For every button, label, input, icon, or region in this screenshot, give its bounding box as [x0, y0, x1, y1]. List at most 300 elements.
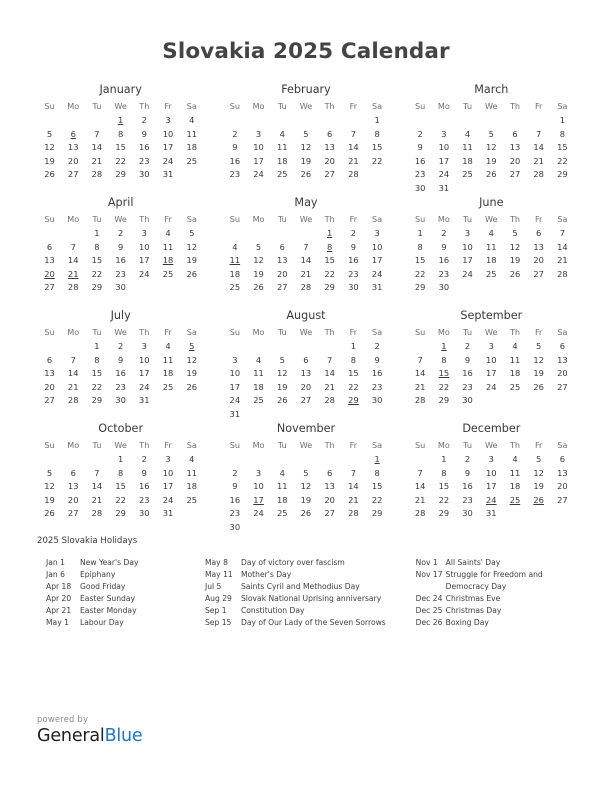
day-cell[interactable]: 29 — [115, 508, 126, 519]
day-cell[interactable]: 4 — [488, 228, 494, 239]
day-cell[interactable]: 16 — [462, 368, 473, 379]
day-cell[interactable]: 16 — [115, 368, 126, 379]
day-cell[interactable]: 13 — [67, 142, 79, 153]
day-cell[interactable]: 20 — [44, 381, 55, 392]
day-cell[interactable]: 30 — [462, 508, 473, 519]
day-cell[interactable]: 11 — [509, 354, 521, 365]
day-cell[interactable]: 16 — [115, 255, 126, 266]
day-cell[interactable]: 3 — [232, 354, 238, 365]
day-cell[interactable]: 28 — [324, 395, 335, 406]
day-cell[interactable]: 20 — [67, 494, 79, 505]
day-cell[interactable]: 28 — [67, 282, 79, 293]
day-cell[interactable]: 24 — [371, 268, 383, 279]
day-cell-holiday[interactable]: 6 — [70, 128, 76, 139]
day-cell[interactable]: 5 — [536, 341, 542, 352]
day-cell[interactable]: 18 — [462, 155, 473, 166]
day-cell[interactable]: 22 — [438, 381, 450, 392]
day-cell[interactable]: 5 — [279, 354, 285, 365]
day-cell[interactable]: 19 — [300, 155, 312, 166]
day-cell[interactable]: 4 — [279, 467, 285, 478]
day-cell[interactable]: 15 — [324, 255, 335, 266]
day-cell[interactable]: 31 — [371, 282, 383, 293]
day-cell[interactable]: 2 — [232, 128, 238, 139]
day-cell[interactable]: 7 — [327, 354, 333, 365]
day-cell[interactable]: 22 — [371, 494, 383, 505]
day-cell[interactable]: 13 — [509, 142, 521, 153]
day-cell[interactable]: 7 — [94, 467, 100, 478]
day-cell[interactable]: 7 — [70, 354, 76, 365]
day-cell[interactable]: 8 — [417, 241, 423, 252]
day-cell[interactable]: 7 — [303, 241, 309, 252]
day-cell[interactable]: 8 — [117, 128, 124, 139]
day-cell[interactable]: 25 — [229, 282, 241, 293]
day-cell[interactable]: 5 — [488, 128, 494, 139]
day-cell[interactable]: 2 — [117, 341, 124, 352]
day-cell[interactable]: 28 — [557, 268, 568, 279]
day-cell[interactable]: 18 — [509, 481, 521, 492]
day-cell[interactable]: 7 — [350, 467, 356, 478]
day-cell[interactable]: 7 — [70, 241, 76, 252]
day-cell[interactable]: 16 — [371, 368, 383, 379]
day-cell[interactable]: 25 — [253, 395, 264, 406]
day-cell[interactable]: 29 — [438, 395, 450, 406]
day-cell[interactable]: 12 — [253, 255, 264, 266]
day-cell[interactable]: 21 — [300, 268, 312, 279]
day-cell[interactable]: 17 — [139, 255, 150, 266]
day-cell[interactable]: 13 — [300, 368, 312, 379]
day-cell[interactable]: 30 — [115, 395, 126, 406]
day-cell[interactable]: 7 — [94, 128, 100, 139]
day-cell[interactable]: 17 — [253, 155, 264, 166]
day-cell[interactable]: 23 — [115, 268, 126, 279]
day-cell[interactable]: 16 — [438, 255, 450, 266]
day-cell[interactable]: 12 — [509, 241, 521, 252]
day-cell[interactable]: 9 — [374, 354, 380, 365]
day-cell[interactable]: 10 — [462, 241, 473, 252]
day-cell-holiday[interactable]: 17 — [253, 494, 264, 505]
day-cell[interactable]: 12 — [533, 467, 544, 478]
day-cell[interactable]: 3 — [488, 341, 494, 352]
day-cell[interactable]: 6 — [512, 128, 518, 139]
day-cell[interactable]: 3 — [374, 228, 380, 239]
day-cell[interactable]: 29 — [324, 282, 335, 293]
day-cell[interactable]: 8 — [94, 241, 100, 252]
day-cell[interactable]: 12 — [300, 142, 312, 153]
day-cell[interactable]: 13 — [276, 255, 288, 266]
day-cell-holiday[interactable]: 1 — [327, 228, 333, 239]
day-cell[interactable]: 28 — [300, 282, 312, 293]
day-cell[interactable]: 24 — [438, 169, 450, 180]
day-cell[interactable]: 23 — [229, 508, 241, 519]
day-cell[interactable]: 13 — [557, 354, 568, 365]
day-cell[interactable]: 21 — [348, 155, 359, 166]
day-cell[interactable]: 12 — [300, 481, 312, 492]
day-cell[interactable]: 22 — [557, 155, 568, 166]
day-cell[interactable]: 29 — [557, 169, 568, 180]
day-cell[interactable]: 21 — [324, 381, 335, 392]
day-cell-holiday[interactable]: 1 — [441, 341, 447, 352]
day-cell[interactable]: 14 — [91, 142, 103, 153]
day-cell[interactable]: 16 — [229, 494, 241, 505]
day-cell[interactable]: 1 — [117, 454, 124, 465]
day-cell[interactable]: 19 — [253, 268, 264, 279]
day-cell[interactable]: 14 — [348, 142, 359, 153]
day-cell[interactable]: 15 — [557, 142, 568, 153]
day-cell[interactable]: 12 — [44, 142, 55, 153]
day-cell[interactable]: 27 — [67, 169, 79, 180]
day-cell[interactable]: 6 — [536, 228, 542, 239]
day-cell[interactable]: 8 — [374, 467, 380, 478]
day-cell[interactable]: 18 — [276, 494, 288, 505]
day-cell[interactable]: 19 — [533, 481, 544, 492]
day-cell[interactable]: 26 — [186, 268, 198, 279]
day-cell[interactable]: 10 — [162, 467, 174, 478]
day-cell[interactable]: 21 — [67, 381, 79, 392]
day-cell[interactable]: 27 — [324, 508, 335, 519]
day-cell[interactable]: 28 — [67, 395, 79, 406]
day-cell[interactable]: 31 — [162, 169, 174, 180]
day-cell[interactable]: 12 — [533, 354, 544, 365]
day-cell[interactable]: 1 — [559, 115, 566, 126]
day-cell[interactable]: 23 — [462, 381, 473, 392]
day-cell[interactable]: 17 — [485, 481, 497, 492]
day-cell[interactable]: 18 — [276, 155, 288, 166]
day-cell[interactable]: 6 — [70, 467, 76, 478]
day-cell[interactable]: 19 — [186, 368, 198, 379]
day-cell[interactable]: 15 — [91, 255, 103, 266]
day-cell[interactable]: 29 — [91, 282, 103, 293]
day-cell[interactable]: 10 — [485, 354, 497, 365]
day-cell[interactable]: 9 — [117, 354, 124, 365]
day-cell[interactable]: 27 — [67, 508, 79, 519]
day-cell-holiday[interactable]: 26 — [533, 494, 544, 505]
day-cell[interactable]: 9 — [232, 481, 238, 492]
day-cell[interactable]: 31 — [438, 182, 450, 193]
day-cell[interactable]: 10 — [438, 142, 450, 153]
day-cell[interactable]: 3 — [141, 228, 147, 239]
day-cell[interactable]: 27 — [509, 169, 521, 180]
day-cell[interactable]: 18 — [229, 268, 241, 279]
day-cell[interactable]: 8 — [350, 354, 356, 365]
day-cell[interactable]: 2 — [464, 341, 471, 352]
day-cell[interactable]: 8 — [94, 354, 100, 365]
day-cell[interactable]: 11 — [485, 241, 497, 252]
day-cell[interactable]: 5 — [303, 467, 309, 478]
day-cell[interactable]: 21 — [91, 155, 103, 166]
day-cell[interactable]: 16 — [229, 155, 241, 166]
day-cell[interactable]: 4 — [232, 241, 238, 252]
day-cell[interactable]: 1 — [94, 341, 100, 352]
day-cell[interactable]: 3 — [488, 454, 494, 465]
day-cell[interactable]: 16 — [139, 481, 150, 492]
day-cell[interactable]: 10 — [162, 128, 174, 139]
day-cell[interactable]: 9 — [417, 142, 423, 153]
day-cell[interactable]: 23 — [462, 494, 473, 505]
day-cell[interactable]: 6 — [279, 241, 285, 252]
day-cell[interactable]: 2 — [441, 228, 447, 239]
day-cell[interactable]: 18 — [186, 142, 198, 153]
day-cell[interactable]: 30 — [438, 282, 450, 293]
day-cell-holiday[interactable]: 5 — [189, 341, 195, 352]
day-cell[interactable]: 22 — [115, 494, 126, 505]
day-cell[interactable]: 31 — [229, 408, 241, 419]
day-cell[interactable]: 6 — [303, 354, 309, 365]
day-cell[interactable]: 25 — [276, 508, 288, 519]
day-cell[interactable]: 23 — [139, 155, 150, 166]
day-cell[interactable]: 26 — [300, 169, 312, 180]
day-cell[interactable]: 14 — [414, 481, 426, 492]
day-cell-holiday[interactable]: 1 — [374, 454, 380, 465]
day-cell[interactable]: 22 — [115, 155, 126, 166]
day-cell[interactable]: 7 — [417, 354, 423, 365]
day-cell[interactable]: 29 — [371, 508, 383, 519]
day-cell[interactable]: 2 — [117, 228, 124, 239]
day-cell[interactable]: 22 — [91, 268, 103, 279]
day-cell[interactable]: 24 — [162, 494, 174, 505]
day-cell[interactable]: 9 — [350, 241, 356, 252]
day-cell[interactable]: 6 — [559, 454, 566, 465]
day-cell[interactable]: 28 — [414, 508, 426, 519]
day-cell[interactable]: 9 — [141, 128, 147, 139]
day-cell[interactable]: 7 — [417, 467, 423, 478]
day-cell[interactable]: 29 — [414, 282, 426, 293]
day-cell[interactable]: 2 — [374, 341, 380, 352]
day-cell[interactable]: 2 — [350, 228, 356, 239]
day-cell[interactable]: 19 — [485, 155, 497, 166]
day-cell-holiday[interactable]: 11 — [229, 255, 241, 266]
day-cell[interactable]: 14 — [533, 142, 544, 153]
day-cell[interactable]: 16 — [414, 155, 426, 166]
day-cell[interactable]: 10 — [253, 142, 264, 153]
day-cell[interactable]: 25 — [485, 268, 497, 279]
day-cell[interactable]: 20 — [324, 155, 335, 166]
day-cell[interactable]: 27 — [557, 494, 568, 505]
day-cell[interactable]: 17 — [229, 381, 241, 392]
day-cell[interactable]: 11 — [276, 142, 288, 153]
day-cell[interactable]: 7 — [350, 128, 356, 139]
day-cell[interactable]: 17 — [485, 368, 497, 379]
day-cell[interactable]: 21 — [414, 494, 426, 505]
day-cell[interactable]: 20 — [300, 381, 312, 392]
day-cell-holiday[interactable]: 24 — [485, 494, 497, 505]
day-cell-holiday[interactable]: 1 — [117, 115, 124, 126]
day-cell[interactable]: 15 — [115, 481, 126, 492]
day-cell-holiday[interactable]: 8 — [327, 241, 333, 252]
day-cell[interactable]: 19 — [509, 255, 521, 266]
day-cell[interactable]: 11 — [186, 128, 198, 139]
day-cell[interactable]: 18 — [509, 368, 521, 379]
day-cell[interactable]: 5 — [255, 241, 262, 252]
day-cell[interactable]: 2 — [417, 128, 423, 139]
day-cell[interactable]: 22 — [371, 155, 383, 166]
day-cell[interactable]: 24 — [139, 381, 150, 392]
day-cell[interactable]: 18 — [162, 368, 174, 379]
day-cell-holiday[interactable]: 15 — [438, 368, 450, 379]
day-cell[interactable]: 10 — [229, 368, 241, 379]
day-cell[interactable]: 15 — [438, 481, 450, 492]
day-cell[interactable]: 9 — [141, 467, 147, 478]
day-cell[interactable]: 7 — [559, 228, 566, 239]
day-cell[interactable]: 6 — [46, 241, 53, 252]
day-cell[interactable]: 1 — [350, 341, 356, 352]
day-cell[interactable]: 8 — [559, 128, 566, 139]
day-cell[interactable]: 2 — [141, 454, 147, 465]
day-cell[interactable]: 30 — [371, 395, 383, 406]
day-cell[interactable]: 17 — [438, 155, 450, 166]
day-cell[interactable]: 28 — [91, 169, 103, 180]
day-cell[interactable]: 14 — [91, 481, 103, 492]
day-cell[interactable]: 13 — [533, 241, 544, 252]
day-cell[interactable]: 18 — [186, 481, 198, 492]
day-cell[interactable]: 24 — [253, 169, 264, 180]
day-cell[interactable]: 3 — [165, 454, 171, 465]
day-cell[interactable]: 5 — [512, 228, 518, 239]
day-cell[interactable]: 27 — [44, 395, 55, 406]
day-cell[interactable]: 21 — [414, 381, 426, 392]
day-cell[interactable]: 26 — [533, 381, 544, 392]
day-cell[interactable]: 11 — [509, 467, 521, 478]
day-cell[interactable]: 17 — [462, 255, 473, 266]
day-cell[interactable]: 30 — [139, 508, 150, 519]
day-cell[interactable]: 12 — [186, 354, 198, 365]
day-cell[interactable]: 12 — [44, 481, 55, 492]
day-cell[interactable]: 3 — [165, 115, 171, 126]
day-cell[interactable]: 15 — [414, 255, 426, 266]
day-cell[interactable]: 25 — [162, 381, 174, 392]
day-cell[interactable]: 25 — [162, 268, 174, 279]
day-cell[interactable]: 26 — [253, 282, 264, 293]
day-cell[interactable]: 1 — [374, 115, 380, 126]
day-cell[interactable]: 24 — [162, 155, 174, 166]
day-cell[interactable]: 6 — [327, 467, 333, 478]
day-cell[interactable]: 27 — [324, 169, 335, 180]
day-cell[interactable]: 13 — [557, 467, 568, 478]
day-cell[interactable]: 6 — [559, 341, 566, 352]
day-cell[interactable]: 19 — [276, 381, 288, 392]
day-cell[interactable]: 29 — [91, 395, 103, 406]
day-cell-holiday[interactable]: 20 — [44, 268, 55, 279]
day-cell[interactable]: 23 — [371, 381, 383, 392]
day-cell[interactable]: 3 — [255, 128, 262, 139]
day-cell[interactable]: 8 — [441, 467, 447, 478]
day-cell[interactable]: 17 — [371, 255, 383, 266]
day-cell[interactable]: 4 — [279, 128, 285, 139]
day-cell[interactable]: 26 — [186, 381, 198, 392]
day-cell[interactable]: 24 — [485, 381, 497, 392]
day-cell[interactable]: 10 — [139, 241, 150, 252]
day-cell[interactable]: 26 — [509, 268, 521, 279]
day-cell[interactable]: 29 — [438, 508, 450, 519]
day-cell[interactable]: 4 — [512, 454, 518, 465]
day-cell[interactable]: 1 — [417, 228, 423, 239]
day-cell[interactable]: 23 — [139, 494, 150, 505]
day-cell[interactable]: 30 — [229, 521, 241, 532]
day-cell[interactable]: 13 — [324, 142, 335, 153]
day-cell[interactable]: 19 — [44, 155, 55, 166]
day-cell[interactable]: 19 — [533, 368, 544, 379]
day-cell[interactable]: 6 — [46, 354, 53, 365]
day-cell[interactable]: 26 — [485, 169, 497, 180]
day-cell[interactable]: 30 — [348, 282, 359, 293]
day-cell[interactable]: 28 — [414, 395, 426, 406]
day-cell[interactable]: 22 — [324, 268, 335, 279]
day-cell[interactable]: 20 — [557, 368, 568, 379]
day-cell[interactable]: 14 — [557, 241, 568, 252]
day-cell[interactable]: 20 — [509, 155, 521, 166]
day-cell[interactable]: 13 — [44, 255, 55, 266]
day-cell[interactable]: 26 — [44, 169, 55, 180]
day-cell-holiday[interactable]: 18 — [162, 255, 174, 266]
day-cell[interactable]: 11 — [162, 241, 174, 252]
day-cell[interactable]: 14 — [300, 255, 312, 266]
day-cell[interactable]: 11 — [462, 142, 473, 153]
day-cell[interactable]: 9 — [117, 241, 124, 252]
day-cell[interactable]: 22 — [414, 268, 426, 279]
day-cell[interactable]: 23 — [348, 268, 359, 279]
day-cell[interactable]: 10 — [485, 467, 497, 478]
day-cell[interactable]: 26 — [300, 508, 312, 519]
day-cell[interactable]: 14 — [348, 481, 359, 492]
day-cell[interactable]: 3 — [255, 467, 262, 478]
day-cell[interactable]: 15 — [91, 368, 103, 379]
day-cell[interactable]: 23 — [229, 169, 241, 180]
day-cell[interactable]: 10 — [253, 481, 264, 492]
day-cell[interactable]: 5 — [46, 467, 53, 478]
day-cell[interactable]: 3 — [464, 228, 471, 239]
day-cell[interactable]: 16 — [348, 255, 359, 266]
day-cell[interactable]: 1 — [94, 228, 100, 239]
day-cell[interactable]: 2 — [232, 467, 238, 478]
day-cell[interactable]: 2 — [141, 115, 147, 126]
day-cell[interactable]: 11 — [253, 368, 264, 379]
day-cell[interactable]: 31 — [162, 508, 174, 519]
day-cell[interactable]: 27 — [276, 282, 288, 293]
day-cell[interactable]: 19 — [186, 255, 198, 266]
day-cell[interactable]: 8 — [374, 128, 380, 139]
day-cell[interactable]: 24 — [229, 395, 241, 406]
day-cell[interactable]: 21 — [533, 155, 544, 166]
day-cell[interactable]: 30 — [139, 169, 150, 180]
day-cell[interactable]: 8 — [441, 354, 447, 365]
day-cell[interactable]: 4 — [165, 341, 171, 352]
day-cell[interactable]: 18 — [485, 255, 497, 266]
day-cell[interactable]: 26 — [44, 508, 55, 519]
day-cell[interactable]: 21 — [557, 255, 568, 266]
day-cell[interactable]: 2 — [464, 454, 471, 465]
day-cell[interactable]: 20 — [276, 268, 288, 279]
day-cell[interactable]: 28 — [91, 508, 103, 519]
day-cell[interactable]: 19 — [44, 494, 55, 505]
day-cell[interactable]: 12 — [186, 241, 198, 252]
day-cell[interactable]: 15 — [115, 142, 126, 153]
day-cell[interactable]: 21 — [348, 494, 359, 505]
day-cell[interactable]: 14 — [414, 368, 426, 379]
day-cell[interactable]: 3 — [141, 341, 147, 352]
day-cell[interactable]: 4 — [464, 128, 471, 139]
day-cell[interactable]: 10 — [139, 354, 150, 365]
day-cell[interactable]: 28 — [348, 508, 359, 519]
day-cell[interactable]: 15 — [348, 368, 359, 379]
day-cell[interactable]: 12 — [276, 368, 288, 379]
day-cell[interactable]: 25 — [276, 169, 288, 180]
day-cell[interactable]: 16 — [462, 481, 473, 492]
day-cell[interactable]: 13 — [324, 481, 335, 492]
day-cell[interactable]: 30 — [115, 282, 126, 293]
day-cell-holiday[interactable]: 29 — [348, 395, 359, 406]
day-cell-holiday[interactable]: 25 — [509, 494, 521, 505]
day-cell[interactable]: 24 — [253, 508, 264, 519]
day-cell[interactable]: 9 — [464, 354, 471, 365]
